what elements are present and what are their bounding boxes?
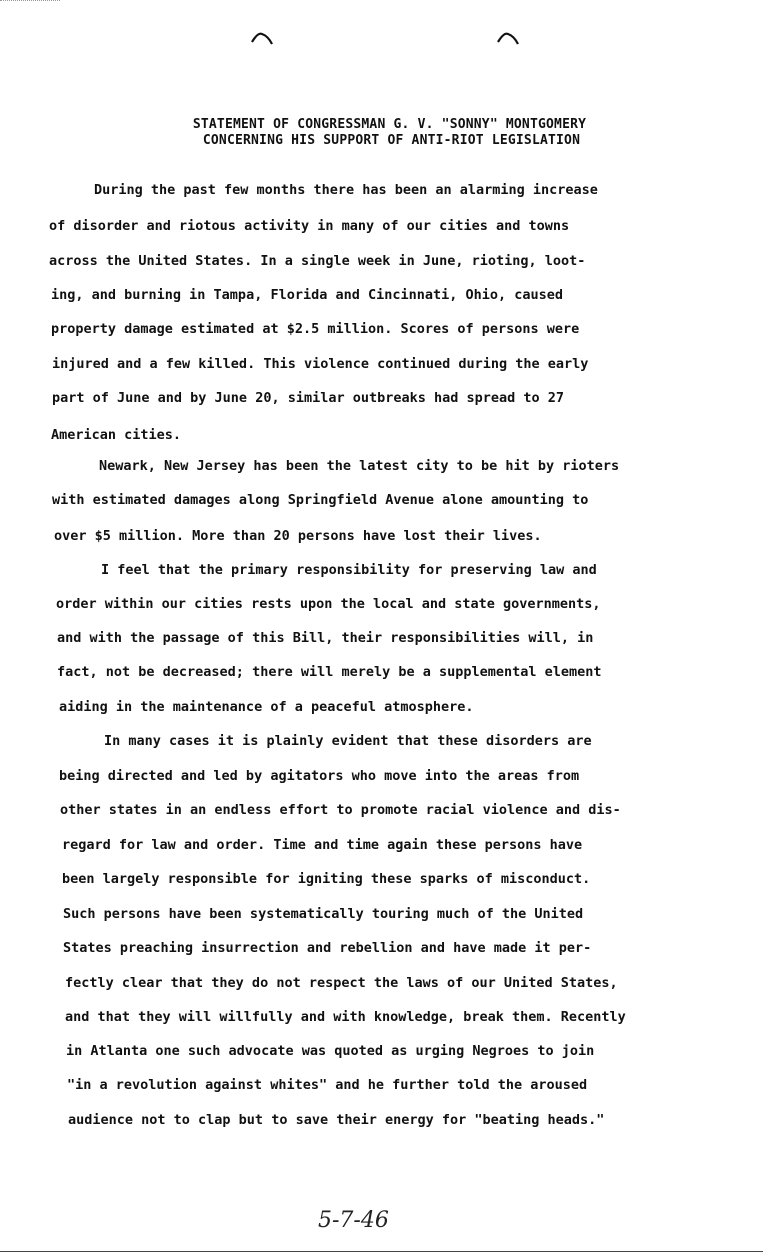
body-line: During the past few months there has been an alarming increase (94, 182, 598, 198)
body-line: being directed and led by agitators who move into the areas from (59, 768, 580, 784)
body-line: fectly clear that they do not respect the laws of our United States, (65, 975, 618, 991)
body-line: aiding in the maintenance of a peaceful atmosphere. (59, 699, 474, 715)
body-line: audience not to clap but to save their energy for "beating heads." (68, 1112, 605, 1128)
body-line: been largely responsible for igniting these sparks of misconduct. (62, 871, 591, 887)
body-line: States preaching insurrection and rebellion and have made it per- (63, 940, 592, 956)
handwritten-date-note: 5-7-46 (318, 1208, 389, 1233)
body-line: across the United States. In a single week in June, rioting, loot- (49, 253, 586, 269)
body-line: in Atlanta one such advocate was quoted as urging Negroes to join (66, 1043, 595, 1059)
body-line: property damage estimated at $2.5 million. Scores of persons were (51, 321, 580, 337)
body-line: with estimated damages along Springfield Avenue alone amounting to (52, 492, 589, 508)
body-line: Newark, New Jersey has been the latest city to be hit by rioters (99, 458, 620, 474)
body-line: over $5 million. More than 20 persons have lost their lives. (54, 528, 542, 544)
body-line: and that they will willfully and with knowledge, break them. Recently (65, 1009, 626, 1025)
bottom-rule (0, 1251, 763, 1252)
body-line: Such persons have been systematically touring much of the United (63, 906, 584, 922)
body-line: "in a revolution against whites" and he further told the aroused (67, 1077, 588, 1093)
body-line: injured and a few killed. This violence continued during the early (52, 356, 589, 372)
document-title-line: STATEMENT OF CONGRESSMAN G. V. "SONNY" MONTGOMERY (192, 117, 587, 132)
body-line: ing, and burning in Tampa, Florida and Cincinnati, Ohio, caused (51, 287, 564, 303)
body-line: I feel that the primary responsibility for preserving law and (101, 562, 597, 578)
body-line: and with the passage of this Bill, their responsibilities will, in (57, 630, 594, 646)
body-line: part of June and by June 20, similar outbreaks had spread to 27 (52, 390, 565, 406)
caret-mark-icon (496, 30, 520, 46)
document-title-line: CONCERNING HIS SUPPORT OF ANTI-RIOT LEGISLATION (202, 133, 581, 148)
body-line: of disorder and riotous activity in many of our cities and towns (49, 218, 570, 234)
body-line: other states in an endless effort to promote racial violence and dis- (60, 802, 621, 818)
body-line: regard for law and order. Time and time again these persons have (62, 837, 583, 853)
caret-mark-icon (250, 30, 274, 46)
body-line: fact, not be decreased; there will merely be a supplemental element (57, 664, 602, 680)
body-line: In many cases it is plainly evident that these disorders are (104, 733, 592, 749)
body-line: order within our cities rests upon the local and state governments, (56, 596, 601, 612)
scan-edge-dots (0, 0, 60, 2)
body-line: American cities. (51, 427, 182, 443)
